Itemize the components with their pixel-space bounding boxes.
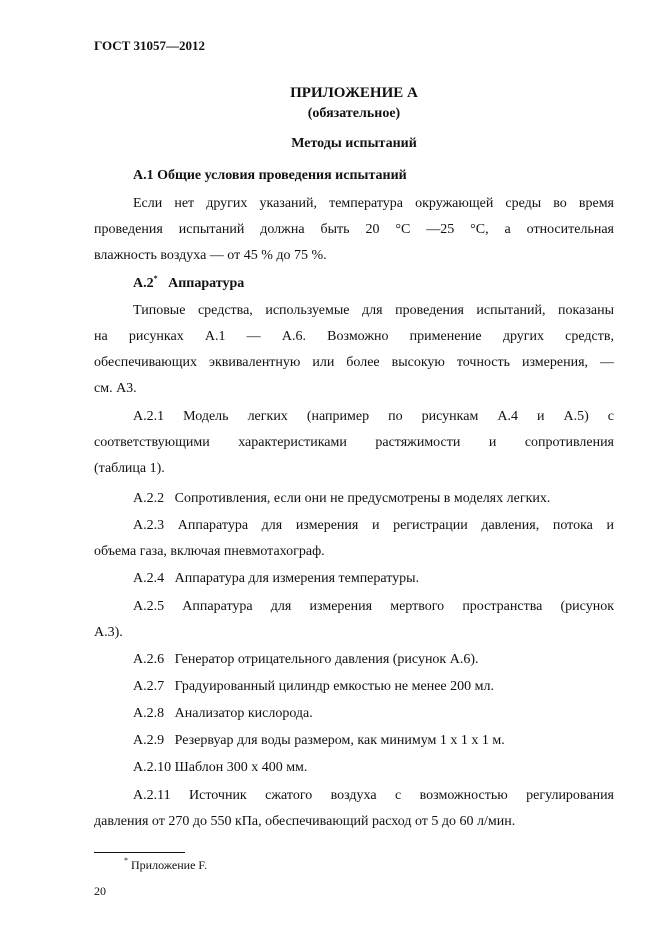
text-line: А.2.8 Анализатор кислорода. xyxy=(133,706,313,721)
item-a29 xyxy=(94,728,614,754)
text-line: А.2.11 Источник сжатого воздуха с возможностью регулирования xyxy=(133,788,614,803)
text-line: А.2.7 Градуированный цилиндр емкостью не менее 200 мл. xyxy=(133,679,494,694)
annex-subject: Методы испытаний xyxy=(291,136,417,151)
text-line: на рисунках А.1 — А.6. Возможно применение других средств, xyxy=(94,329,614,344)
text-line: см. А3. xyxy=(94,381,137,396)
section-a1-paragraph xyxy=(94,191,614,269)
text-line: (таблица 1). xyxy=(94,461,165,476)
text-line: А.2.2 Сопротивления, если они не предусмотрены в моделях легких. xyxy=(133,491,551,506)
footnote xyxy=(124,856,207,873)
text-line: соответствующими характеристиками растяжимости и сопротивления xyxy=(94,435,614,450)
section-a1-heading: А.1 Общие условия проведения испытаний xyxy=(133,168,407,183)
section-a2-number: А.2 xyxy=(133,276,154,291)
footnote-separator xyxy=(94,852,185,853)
section-a2-paragraph xyxy=(94,298,614,402)
item-a211 xyxy=(94,783,614,835)
item-a28 xyxy=(94,701,614,727)
text-line: объема газа, включая пневмотахограф. xyxy=(94,544,325,559)
section-a2-title: Аппаратура xyxy=(168,276,245,291)
text-line: А.2.3 Аппаратура для измерения и регистрации давления, потока и xyxy=(133,518,614,533)
text-line: А.2.5 Аппаратура для измерения мертвого пространства (рисунок xyxy=(133,599,614,614)
text-line: А.2.6 Генератор отрицательного давления (рисунок А.6). xyxy=(133,652,479,667)
item-a210 xyxy=(94,755,614,781)
item-a23 xyxy=(94,513,614,565)
text-line: Если нет других указаний, температура окружающей среды во время xyxy=(133,196,614,211)
text-line: влажность воздуха — от 45 % до 75 %. xyxy=(94,248,327,263)
annex-title: ПРИЛОЖЕНИЕ А xyxy=(290,85,418,101)
item-a22 xyxy=(94,486,614,512)
footnote-mark: * xyxy=(124,856,128,865)
section-a2-heading xyxy=(133,274,244,292)
text-line: проведения испытаний должна быть 20 °С —25 °С, а относительная xyxy=(94,222,614,237)
text-line: А.2.1 Модель легких (например по рисункам А.4 и А.5) с xyxy=(133,409,614,424)
footnote-reference: * xyxy=(153,274,158,283)
text-line: давления от 270 до 550 кПа, обеспечивающий расход от 5 до 60 л/мин. xyxy=(94,814,516,829)
text-line: А.2.9 Резервуар для воды размером, как минимум 1 х 1 х 1 м. xyxy=(133,733,505,748)
page-number: 20 xyxy=(94,884,106,898)
document-header: ГОСТ 31057—2012 xyxy=(94,38,206,53)
item-a27 xyxy=(94,674,614,700)
text-line: Типовые средства, используемые для проведения испытаний, показаны xyxy=(133,303,614,318)
item-a25 xyxy=(94,594,614,646)
item-a24 xyxy=(94,566,614,592)
footnote-text: Приложение F. xyxy=(128,858,208,872)
text-line: А.2.4 Аппаратура для измерения температуры. xyxy=(133,571,420,586)
text-line: А.2.10 Шаблон 300 х 400 мм. xyxy=(133,760,308,775)
text-line: обеспечивающих эквивалентную или более высокую точность измерения, — xyxy=(94,355,614,370)
item-a26 xyxy=(94,647,614,673)
item-a21 xyxy=(94,404,614,482)
annex-status: (обязательное) xyxy=(307,106,401,121)
text-line: А.3). xyxy=(94,625,123,640)
